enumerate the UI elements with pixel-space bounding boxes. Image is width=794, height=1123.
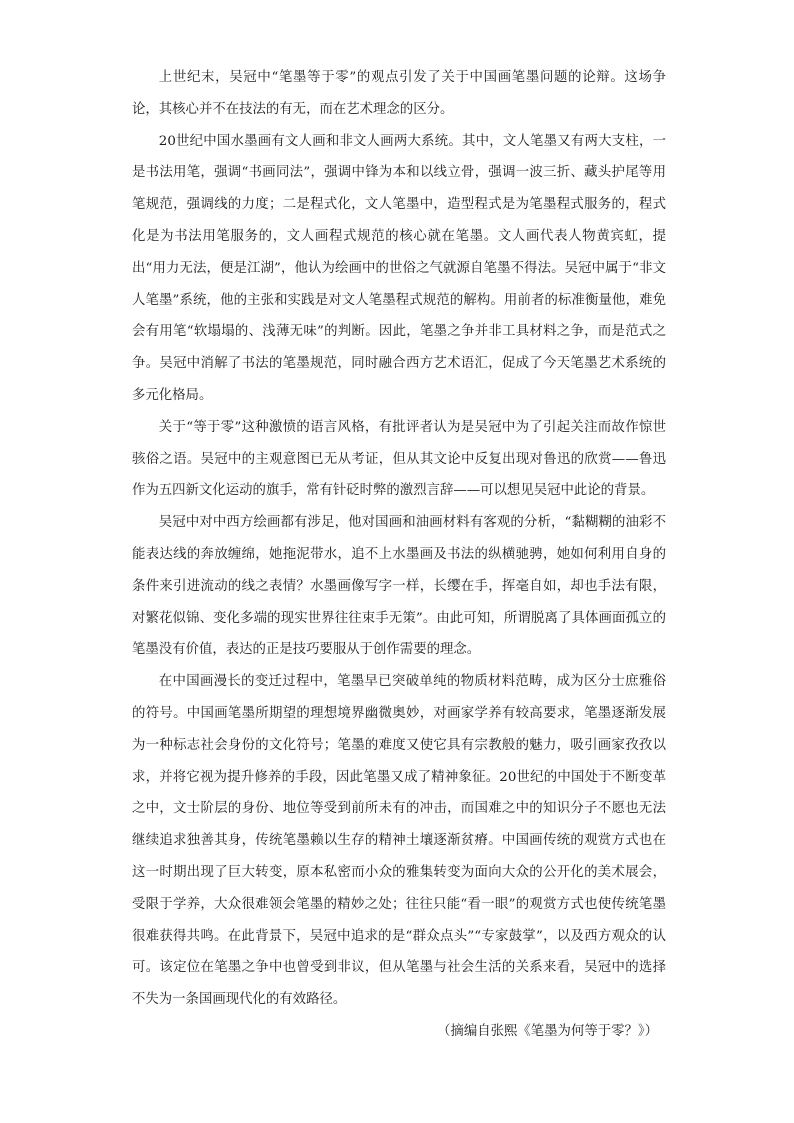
paragraph-3: 关于“等于零”这种激愤的语言风格，有批评者认为是吴冠中为了引起关注而故作惊世骇俗之语。吴冠中的主观意图已无从考证，但从其文论中反复出现对鲁迅的欣赏——鲁迅作为五四新文化运动的旗手，常有针砭时弊的激烈言辞——可以想见吴冠中此论的背景。 — [132, 419, 666, 499]
paragraph-4: 吴冠中对中西方绘画都有涉足，他对国画和油画材料有客观的分析，“黏糊糊的油彩不能表达线的奔放缠绵，她拖泥带水，追不上水墨画及书法的纵横驰骋，她如何利用自身的条件来引进流动的线之表情？水墨画像写字一样，长缨在手，挥毫自如，却也手法有限，对繁花似锦、变化多端的现实世界往往束手无策”。由此可知，所谓脱离了具体画面孤立的笔墨没有价值，表达的正是技巧要服从于创作需要的理念。 — [132, 515, 666, 658]
paragraph-1: 上世纪末，吴冠中“笔墨等于零”的观点引发了关于中国画笔墨问题的论辩。这场争论，其核心并不在技法的有无，而在艺术理念的区分。 — [132, 70, 666, 117]
paragraph-2: 20世纪中国水墨画有文人画和非文人画两大系统。其中，文人笔墨又有两大支柱，一是书法用笔，强调“书画同法”，强调中锋为本和以线立骨，强调一波三折、藏头护尾等用笔规范，强调线的力度；二是程式化，文人笔墨中，造型程式是为笔墨程式服务的，程式化是为书法用笔服务的，文人画程式规范的核心就在笔墨。文人画代表人物黄宾虹，提出“用力无法，便是江湖”，他认为绘画中的世俗之气就源自笔墨不得法。吴冠中属于“非文人笔墨”系统，他的主张和实践是对文人笔墨程式规范的解构。用前者的标准衡量他，难免会有用笔“软塌塌的、浅薄无味”的判断。因此，笔墨之争并非工具材料之争，而是范式之争。吴冠中消解了书法的笔墨规范，同时融合西方艺术语汇，促成了今天笔墨艺术系统的多元化格局。 — [132, 133, 666, 403]
paragraph-5: 在中国画漫长的变迁过程中，笔墨早已突破单纯的物质材料范畴，成为区分士庶雅俗的符号。中国画笔墨所期望的理想境界幽微奥妙，对画家学养有较高要求，笔墨逐渐发展为一种标志社会身份的文化符号；笔墨的难度又使它具有宗教般的魅力，吸引画家孜孜以求，并将它视为提升修养的手段，因此笔墨又成了精神象征。20世纪的中国处于不断变革之中，文士阶层的身份、地位等受到前所未有的冲击，而国难之中的知识分子不愿也无法继续追求独善其身，传统笔墨赖以生存的精神土壤逐渐贫瘠。中国画传统的观赏方式也在这一时期出现了巨大转变，原本私密而小众的雅集转变为面向大众的公开化的美术展会，受限于学养，大众很难领会笔墨的精妙之处；往往只能“看一眼”的观赏方式也使传统笔墨很难获得共鸣。在此背景下，吴冠中追求的是“群众点头”“专家鼓掌”，以及西方观众的认可。该定位在笔墨之争中也曾受到非议，但从笔墨与社会生活的关系来看，吴冠中的选择不失为一条国画现代化的有效路径。 — [132, 674, 666, 1008]
document-body — [132, 62, 666, 1048]
source-citation: （摘编自张熙《笔墨为何等于零？》） — [437, 1023, 658, 1039]
